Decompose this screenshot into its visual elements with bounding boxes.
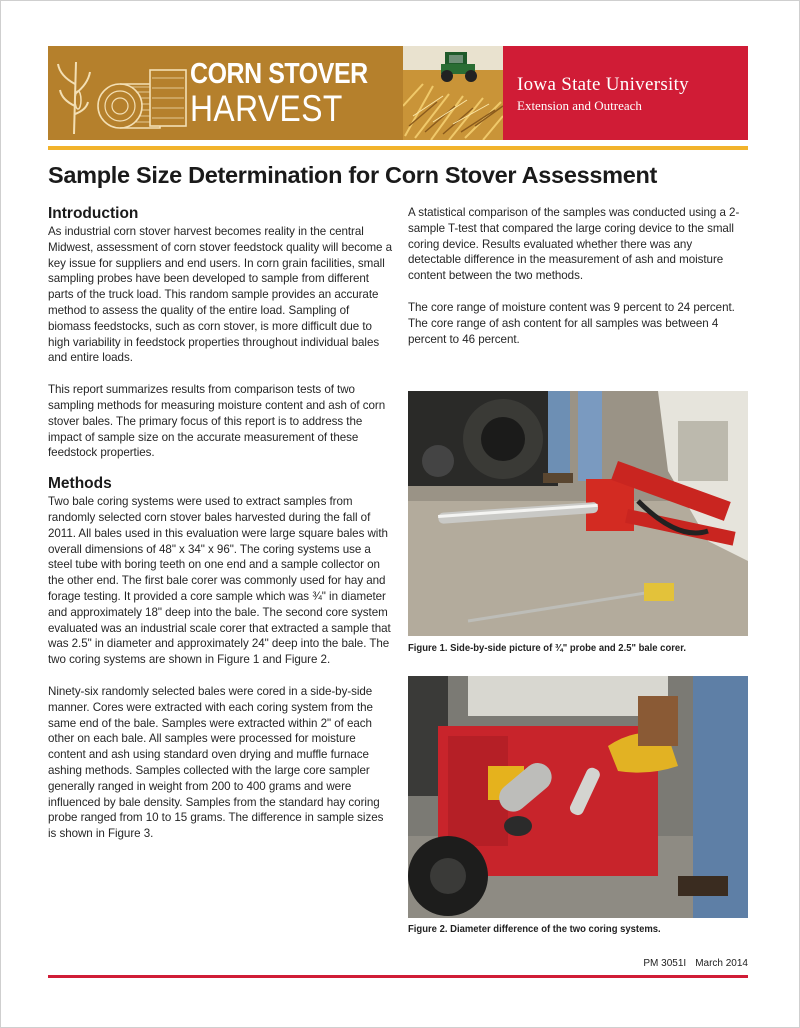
banner-title-line1: CORN STOVER — [190, 58, 368, 90]
publication-info — [643, 958, 748, 969]
extension-name: Extension and Outreach — [517, 98, 642, 113]
methods-heading: Methods — [48, 475, 112, 493]
gold-divider — [48, 146, 748, 150]
banner-title-line2: HARVEST — [190, 88, 343, 129]
figure-1-caption: Figure 1. Side-by-side picture of ¾" probe and 2.5" bale corer. — [408, 643, 686, 654]
left-column — [48, 205, 393, 842]
tractor-field-image — [403, 46, 503, 140]
results-paragraph-2: The core range of moisture content was 9 percent to 24 percent. The core range of ash content for all samples was between 4 percent to 46 percent. — [408, 300, 735, 346]
university-name: Iowa State University — [517, 74, 689, 95]
methods-paragraph-2: Ninety-six randomly selected bales were cored in a side-by-side manner. Cores were extracted with each coring system from the same end of the bale. Samples were extracted within 2" of each other on each bale. All samples were processed for moisture content and ash using standard oven drying and muffle furnace ashing methods. Samples collected with the large core sampler generally ranged in weight from 200 to 400 grams and were influenced by bale density. Samples from the standard hay coring probe ranged from 10 to 15 grams. The difference in sample sizes is shown in Figure 3. — [48, 684, 384, 841]
publication-date: March 2014 — [695, 958, 748, 969]
right-column — [408, 205, 748, 347]
probe-and-corer-image — [408, 391, 748, 636]
figure-1-photo — [408, 391, 748, 636]
publication-id: PM 3051I — [643, 958, 687, 969]
isu-brand-panel — [503, 46, 748, 140]
introduction-heading: Introduction — [48, 205, 139, 222]
header-banner — [48, 46, 748, 140]
footer-red-rule — [48, 975, 748, 978]
introduction-paragraph-2: This report summarizes results from comparison tests of two sampling methods for measuring moisture content and ash of corn stover bales. The primary focus of this report is to address the impact of sample size on the accurate measurement of these feedstock properties. — [48, 383, 386, 460]
figure-2-caption: Figure 2. Diameter difference of the two coring systems. — [408, 924, 661, 935]
results-paragraph-1: A statistical comparison of the samples was conducted using a 2-sample T-test that compared the large coring device to the small coring device. Results evaluated whether there was any detectable difference in the measurement of ash and moisture content between the two methods. — [408, 206, 740, 283]
banner-tractor-photo — [403, 46, 503, 140]
banner-logo-panel — [48, 46, 403, 140]
introduction-paragraph-1: As industrial corn stover harvest becomes reality in the central Midwest, assessment of corn stover feedstock quality will become a key issue for suppliers and end users. In corn grain facilities, small sampling probes have been developed to sample from different parts of the truck load. This random sample provides an accurate method to assess the quality of the entire load. Sampling of biomass feedstocks, such as corn stover, is more difficult due to high variability in feedstock properties throughout individual bales and entire loads. — [48, 225, 393, 365]
document-title: Sample Size Determination for Corn Stover Assessment — [48, 162, 658, 188]
figure-2-photo — [408, 676, 748, 918]
banner-title — [190, 58, 397, 128]
diameter-comparison-image — [408, 676, 748, 918]
methods-paragraph-1: Two bale coring systems were used to extract samples from randomly selected corn stover bales harvested during the fall of 2011. All bales used in this evaluation were large square bales with overall dimensions of 48" x 34" x 96". The coring systems use a steel tube with boring teeth on one end and a sample collector on the other end. The first bale corer was commonly used for hay and forage testing. It provided a core sample which was ¾" in diameter and approximately 18" deep into the bale. The second core system evaluated was an industrial scale corer that extracted a sample that was 2.5" in diameter and approximately 24" deep into the bale. The two coring systems are shown in Figure 1 and Figure 2. — [48, 495, 391, 667]
